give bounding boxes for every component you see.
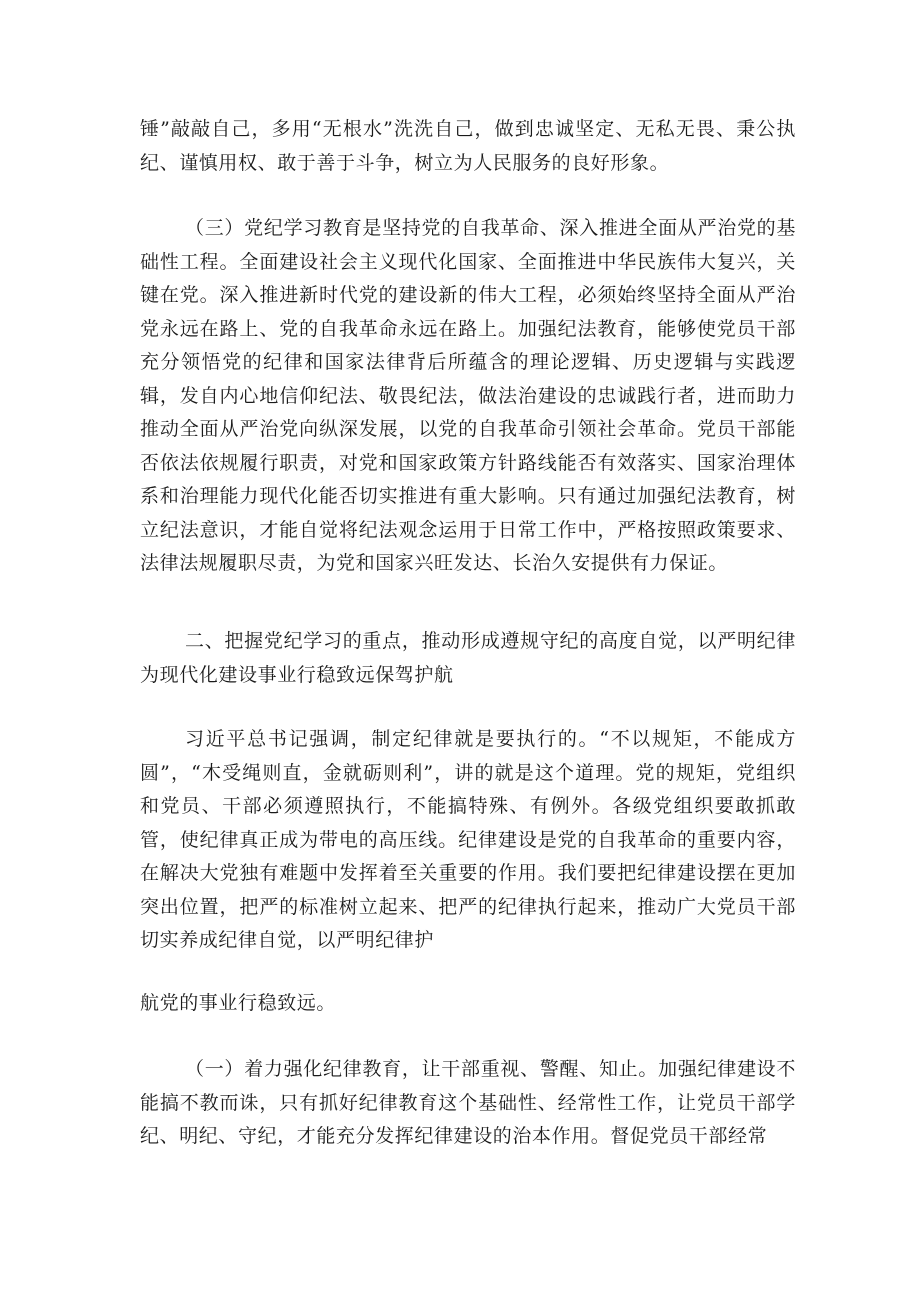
paragraph-discipline-quote: 习近平总书记强调，制定纪律就是要执行的。“不以规矩，不能成方圆”，“木受绳则直，金就砺则利”，讲的就是这个道理。党的规矩，党组织和党员、干部必须遵照执行，不能搞特殊、有例外。各级党组织要敢抓敢管，使纪律真正成为带电的高压线。纪律建设是党的自我革命的重要内容，在解决大党独有难题中发挥着至关重要的作用。我们要把纪律建设摆在更加突出位置，把严的标准树立起来、把严的纪律执行起来，推动广大党员干部切实养成纪律自觉，以严明纪律护 — [140, 728, 796, 951]
section-heading-two: 二、把握党纪学习的重点，推动形成遵规守纪的高度自觉，以严明纪律为现代化建设事业行稳致远保驾护航 — [140, 630, 796, 686]
paragraph-subsection-one: （一）着力强化纪律教育，让干部重视、警醒、知止。加强纪律建设不能搞不教而诛，只有抓好纪律教育这个基础性、经常性工作，让党员干部学纪、明纪、守纪，才能充分发挥纪律建设的治本作用。督促党员干部经常 — [140, 1058, 796, 1147]
paragraph-fragment: 航党的事业行稳致远。 — [140, 992, 337, 1014]
paragraph-section-three: （三）党纪学习教育是坚持党的自我革命、深入推进全面从严治党的基础性工程。全面建设社会主义现代化国家、全面推进中华民族伟大复兴，关键在党。深入推进新时代党的建设新的伟大工程，必须始终坚持全面从严治党永远在路上、党的自我革命永远在路上。加强纪法教育，能够使党员干部充分领悟党的纪律和国家法律背后所蕴含的理论逻辑、历史逻辑与实践逻辑，发自内心地信仰纪法、敬畏纪法，做法治建设的忠诚践行者，进而助力推动全面从严治党向纵深发展，以党的自我革命引领社会革命。党员干部能否依法依规履行职责，对党和国家政策方针路线能否有效落实、国家治理体系和治理能力现代化能否切实推进有重大影响。只有通过加强纪法教育，树立纪法意识，才能自觉将纪法观念运用于日常工作中，严格按照政策要求、法律法规履职尽责，为党和国家兴旺发达、长治久安提供有力保证。 — [140, 217, 796, 574]
paragraph-continuation: 锤”敲敲自己，多用“无根水”洗洗自己，做到忠诚坚定、无私无畏、秉公执纪、谨慎用权、敢于善于斗争，树立为人民服务的良好形象。 — [140, 118, 796, 174]
